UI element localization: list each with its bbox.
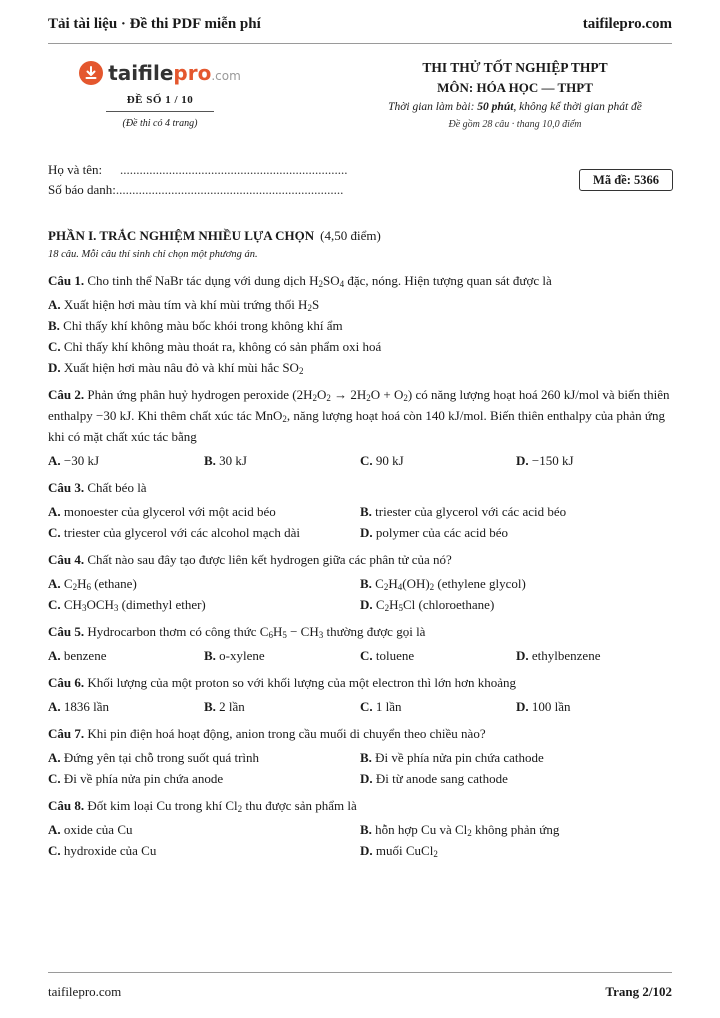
option-a[interactable]: A. 1836 lần — [48, 699, 110, 714]
name-field[interactable]: ...................................................................... — [120, 162, 348, 177]
option-c[interactable]: C. Chỉ thấy khí không màu thoát ra, không có sản phẩm oxi hoá — [48, 339, 382, 354]
option-c[interactable]: C. $CH_3OCH_3$ (dimethyl ether) — [48, 597, 206, 613]
question-stem: Câu 6. Khối lượng của một proton so với khối lượng của một electron thì lớn hơn khoảng — [48, 675, 517, 690]
name-label: Họ và tên: — [48, 162, 103, 177]
header-right — [320, 58, 710, 134]
question-stem: Câu 5. Hydrocarbon thơm có công thức $C_6H_5 - CH_3$ thường được gọi là — [48, 624, 426, 640]
question-stem: Câu 3. Chất béo là — [48, 480, 147, 495]
question-6 — [48, 672, 672, 717]
option-a[interactable]: A. oxide của Cu — [48, 822, 133, 837]
question-3 — [48, 477, 672, 543]
option-d[interactable]: D. Đi từ anode sang cathode — [360, 771, 508, 786]
option-c[interactable]: C. toluene — [360, 648, 415, 663]
option-b[interactable]: B. hỗn hợp Cu và $Cl_2$ không phản ứng — [360, 822, 560, 838]
question-5 — [48, 621, 672, 666]
logo-text: taifilepro.com — [108, 61, 241, 85]
site-domain[interactable]: taifilepro.com — [582, 15, 672, 32]
page-number: Trang 2/102 — [605, 984, 672, 999]
option-c[interactable]: C. 1 lần — [360, 699, 402, 714]
id-label: Số báo danh: — [48, 182, 116, 197]
footer-domain[interactable]: taifilepro.com — [48, 984, 122, 999]
id-field[interactable]: ...................................................................... — [115, 182, 344, 197]
option-d[interactable]: D. ethylbenzene — [516, 648, 601, 663]
exam-title: THI THỬ TỐT NGHIỆP THPT — [422, 60, 608, 75]
exam-time: Thời gian làm bài: 50 phút, không kể thời gian phát đề — [388, 101, 642, 113]
option-a[interactable]: A. benzene — [48, 648, 107, 663]
option-a[interactable]: A. −30 kJ — [48, 453, 100, 468]
option-b[interactable]: B. Chỉ thấy khí không màu bốc khói trong không khí ẩm — [48, 318, 343, 333]
question-stem: Câu 7. Khi pin điện hoá hoạt động, anion trong cầu muối di chuyển theo chiều nào? — [48, 726, 486, 741]
exam-number: ĐỀ SỐ 1 / 10 — [126, 94, 194, 106]
option-d[interactable]: D. Xuất hiện hơi màu nâu đỏ và khí mùi hắc $SO_2$ — [48, 360, 304, 376]
exam-number-underline — [106, 111, 214, 112]
page-count-note: (Đề thi có 4 trang) — [122, 118, 198, 129]
exam-code-badge: Mã đề: 5366 — [579, 169, 673, 191]
exam-subject: MÔN: HÓA HỌC — THPT — [437, 80, 593, 95]
option-d[interactable]: D. muối CuCl$_2$ — [360, 843, 438, 859]
option-a[interactable]: A. monoester của glycerol với một acid béo — [48, 504, 276, 519]
exam-content — [48, 226, 672, 861]
question-4 — [48, 549, 672, 615]
question-1 — [48, 270, 672, 378]
option-d[interactable]: D. −150 kJ — [516, 453, 574, 468]
footer-divider — [48, 972, 672, 973]
top-bar — [48, 10, 672, 38]
option-b[interactable]: B. triester của glycerol với các acid béo — [360, 504, 567, 519]
option-c[interactable]: C. triester của glycerol với các alcohol mạch dài — [48, 525, 300, 540]
option-d[interactable]: D. 100 lần — [516, 699, 571, 714]
question-stem: Câu 4. Chất nào sau đây tạo được liên kết hydrogen giữa các phân tử của nó? — [48, 552, 452, 567]
option-c[interactable]: C. 90 kJ — [360, 453, 404, 468]
option-a[interactable]: A. Xuất hiện hơi màu tím và khí mùi trứng thối $H_2S$ — [48, 297, 320, 313]
question-8 — [48, 795, 672, 861]
top-divider — [48, 43, 672, 44]
option-b[interactable]: B. 30 kJ — [204, 453, 247, 468]
option-a[interactable]: A. $C_2H_6$ (ethane) — [48, 576, 137, 592]
part-note: 18 câu. Mỗi câu thí sinh chỉ chọn một phương án. — [48, 249, 258, 260]
site-tagline: Tải tài liệu · Đề thi PDF miễn phí — [48, 15, 261, 32]
footer — [48, 984, 672, 1000]
option-b[interactable]: B. Đi về phía nửa pin chứa cathode — [360, 750, 544, 765]
logo[interactable] — [60, 58, 260, 88]
name-row — [48, 160, 348, 180]
part-title: PHẦN I. TRẮC NGHIỆM NHIỀU LỰA CHỌN (4,50 điểm) — [48, 228, 381, 243]
header-left — [60, 58, 260, 129]
option-b[interactable]: B. 2 lần — [204, 699, 245, 714]
question-stem: Câu 2. Phản ứng phân huỷ hydrogen peroxide $(2H_2O_2 \to 2H_2O + O_2)$ có năng lượng hoạt hoá 260 kJ/mol và biến thiên enthalpy −30 kJ. Khi thêm chất xúc tác MnO$_2$, năng lượng hoạt hoá còn 140 kJ/mol. Biến thiên enthalpy của phản ứng khi có mặt chất xúc tác bằng — [48, 387, 670, 444]
question-7 — [48, 723, 672, 789]
option-b[interactable]: B. $C_2H_4(OH)_2$ (ethylene glycol) — [360, 576, 526, 592]
question-2 — [48, 384, 672, 471]
option-c[interactable]: C. Đi về phía nửa pin chứa anode — [48, 771, 224, 786]
option-c[interactable]: C. hydroxide của Cu — [48, 843, 157, 858]
option-b[interactable]: B. o-xylene — [204, 648, 265, 663]
question-stem: Câu 1. Cho tinh thể NaBr tác dụng với dung dịch $H_2SO_4$ đặc, nóng. Hiện tượng quan sát được là — [48, 273, 552, 289]
option-d[interactable]: D. polymer của các acid béo — [360, 525, 508, 540]
download-icon — [79, 61, 103, 85]
option-d[interactable]: D. $C_2H_5Cl$ (chloroethane) — [360, 597, 495, 613]
option-a[interactable]: A. Đứng yên tại chỗ trong suốt quá trình — [48, 750, 260, 765]
id-row — [48, 180, 348, 200]
exam-info: Đề gồm 28 câu · thang 10,0 điểm — [448, 119, 582, 130]
question-stem: Câu 8. Đốt kim loại Cu trong khí $Cl_2$ thu được sản phẩm là — [48, 798, 357, 814]
candidate-identity — [48, 160, 348, 200]
